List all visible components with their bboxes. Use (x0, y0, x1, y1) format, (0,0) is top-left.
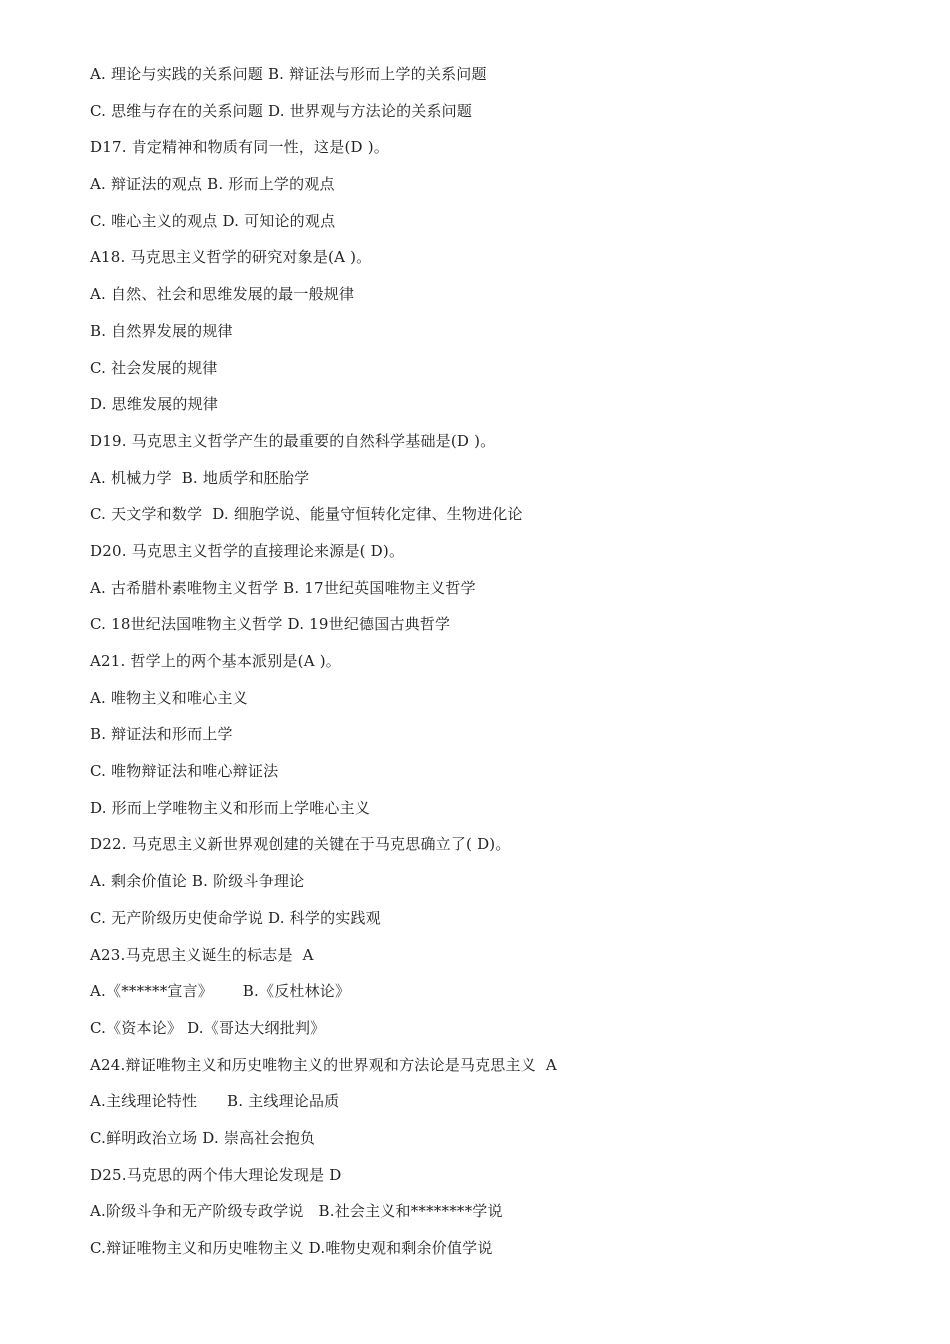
option-line: B. 辩证法和形而上学 (90, 725, 233, 744)
option-line: A. 辩证法的观点 B. 形而上学的观点 (90, 175, 335, 194)
option-line: A. 自然、社会和思维发展的最一般规律 (90, 285, 355, 304)
option-line: A.《******宣言》 B.《反杜林论》 (90, 982, 351, 1001)
option-line: D. 形而上学唯物主义和形而上学唯心主义 (90, 798, 371, 817)
option-line: D. 思维发展的规律 (90, 395, 219, 414)
option-line: A. 古希腊朴素唯物主义哲学 B. 17世纪英国唯物主义哲学 (90, 578, 476, 597)
option-line: A. 剩余价值论 B. 阶级斗争理论 (90, 872, 305, 891)
option-line: A.主线理论特性 B. 主线理论品质 (90, 1092, 340, 1111)
question-line-18: A18. 马克思主义哲学的研究对象是(A )。 (90, 248, 372, 267)
option-line: C. 无产阶级历史使命学说 D. 科学的实践观 (90, 908, 381, 927)
option-line: A. 机械力学 B. 地质学和胚胎学 (90, 468, 310, 487)
question-line-23: A23.马克思主义诞生的标志是 A (90, 945, 314, 964)
question-line-17: D17. 肯定精神和物质有同一性，这是(D )。 (90, 138, 389, 157)
option-line: C. 天文学和数学 D. 细胞学说、能量守恒转化定律、生物进化论 (90, 505, 523, 524)
question-line-20: D20. 马克思主义哲学的直接理论来源是( D)。 (90, 541, 405, 560)
question-line-25: D25.马克思的两个伟大理论发现是 D (90, 1165, 342, 1184)
option-line: B. 自然界发展的规律 (90, 321, 233, 340)
document-text (90, 60, 910, 1271)
option-line: A. 理论与实践的关系问题 B. 辩证法与形而上学的关系问题 (90, 65, 487, 83)
option-line: C. 唯心主义的观点 D. 可知论的观点 (90, 211, 336, 230)
option-line: C. 唯物辩证法和唯心辩证法 (90, 762, 279, 781)
question-line-19: D19. 马克思主义哲学产生的最重要的自然科学基础是(D )。 (90, 431, 496, 450)
option-line: A.阶级斗争和无产阶级专政学说 B.社会主义和********学说 (90, 1202, 503, 1221)
option-line: C.辩证唯物主义和历史唯物主义 D.唯物史观和剩余价值学说 (90, 1239, 493, 1257)
question-line-22: D22. 马克思主义新世界观创建的关键在于马克思确立了( D)。 (90, 835, 511, 854)
question-line-24: A24.辩证唯物主义和历史唯物主义的世界观和方法论是马克思主义 A (90, 1055, 557, 1074)
option-line: C.鲜明政治立场 D. 崇高社会抱负 (90, 1128, 316, 1147)
option-line: C. 18世纪法国唯物主义哲学 D. 19世纪德国古典哲学 (90, 615, 451, 634)
option-line: A. 唯物主义和唯心主义 (90, 688, 248, 707)
option-line: C. 社会发展的规律 (90, 358, 218, 377)
option-line: C. 思维与存在的关系问题 D. 世界观与方法论的关系问题 (90, 101, 473, 120)
option-line: C.《资本论》 D.《哥达大纲批判》 (90, 1018, 326, 1037)
question-line-21: A21. 哲学上的两个基本派别是(A )。 (90, 652, 341, 670)
